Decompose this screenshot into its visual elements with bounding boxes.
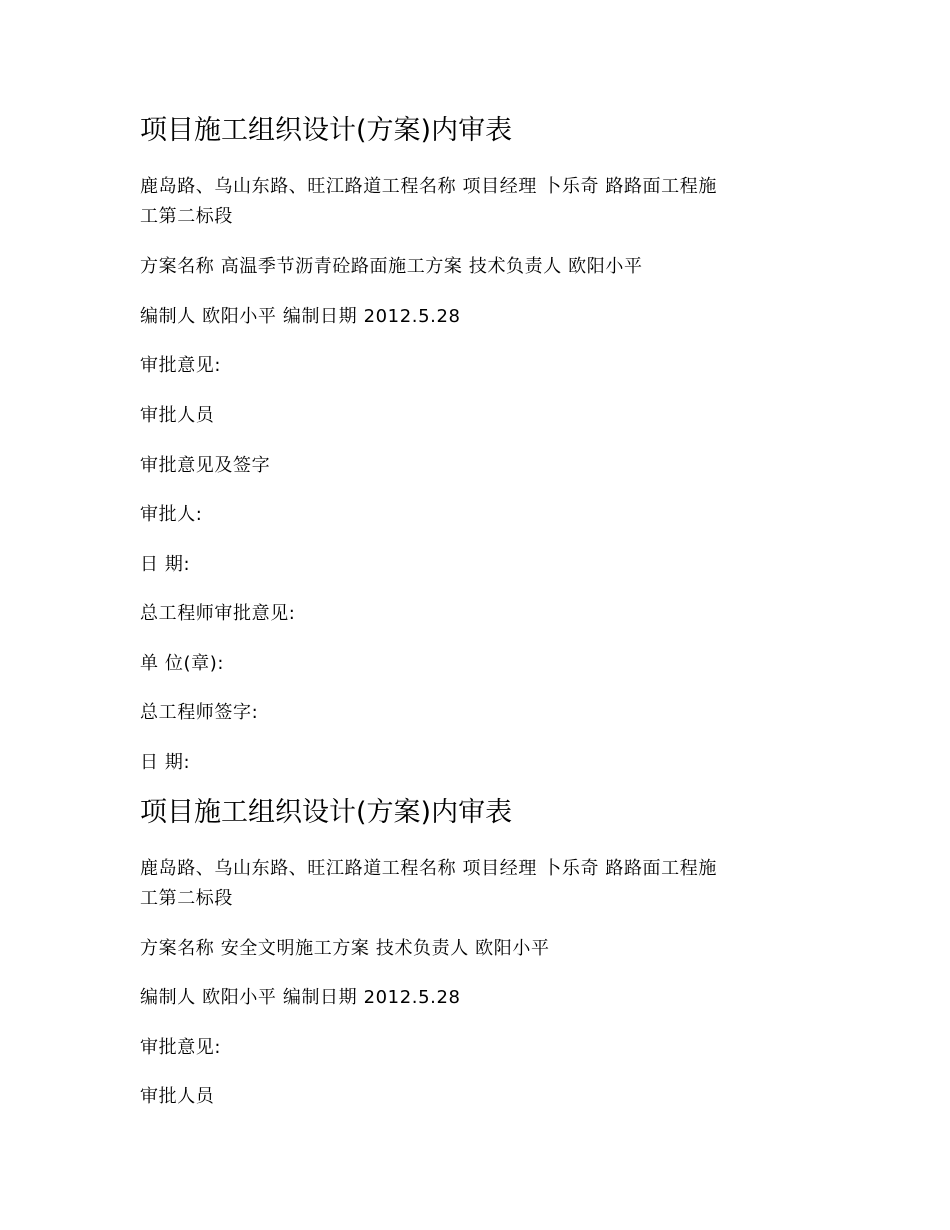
project-name-line-2: 鹿岛路、乌山东路、旺江路道工程名称 项目经理 卜乐奇 路路面工程施 bbox=[140, 858, 717, 879]
project-name-line-continued-2: 工第二标段 bbox=[140, 888, 233, 909]
approvers-label-2: 审批人员 bbox=[140, 1086, 215, 1107]
author-date-line: 编制人 欧阳小平 编制日期 2012.5.28 bbox=[140, 306, 461, 327]
approval-signature-label: 审批意见及签字 bbox=[140, 455, 271, 476]
date-label-2: 日 期: bbox=[140, 752, 191, 773]
plan-name-line-2: 方案名称 安全文明施工方案 技术负责人 欧阳小平 bbox=[140, 938, 550, 959]
chief-engineer-signature-label: 总工程师签字: bbox=[140, 702, 259, 723]
form-title-2: 项目施工组织设计(方案)内审表 bbox=[140, 797, 513, 828]
approver-label: 审批人: bbox=[140, 504, 203, 525]
approval-opinion-label: 审批意见: bbox=[140, 355, 222, 376]
author-date-line-2: 编制人 欧阳小平 编制日期 2012.5.28 bbox=[140, 987, 461, 1008]
form-title: 项目施工组织设计(方案)内审表 bbox=[140, 115, 513, 146]
project-name-line: 鹿岛路、乌山东路、旺江路道工程名称 项目经理 卜乐奇 路路面工程施 bbox=[140, 176, 717, 197]
plan-name-line: 方案名称 高温季节沥青砼路面施工方案 技术负责人 欧阳小平 bbox=[140, 256, 643, 277]
chief-engineer-opinion-label: 总工程师审批意见: bbox=[140, 603, 296, 624]
approval-opinion-label-2: 审批意见: bbox=[140, 1037, 222, 1058]
unit-seal-label: 单 位(章): bbox=[140, 653, 225, 674]
project-name-line-continued: 工第二标段 bbox=[140, 206, 233, 227]
approvers-label: 审批人员 bbox=[140, 405, 215, 426]
date-label: 日 期: bbox=[140, 554, 191, 575]
